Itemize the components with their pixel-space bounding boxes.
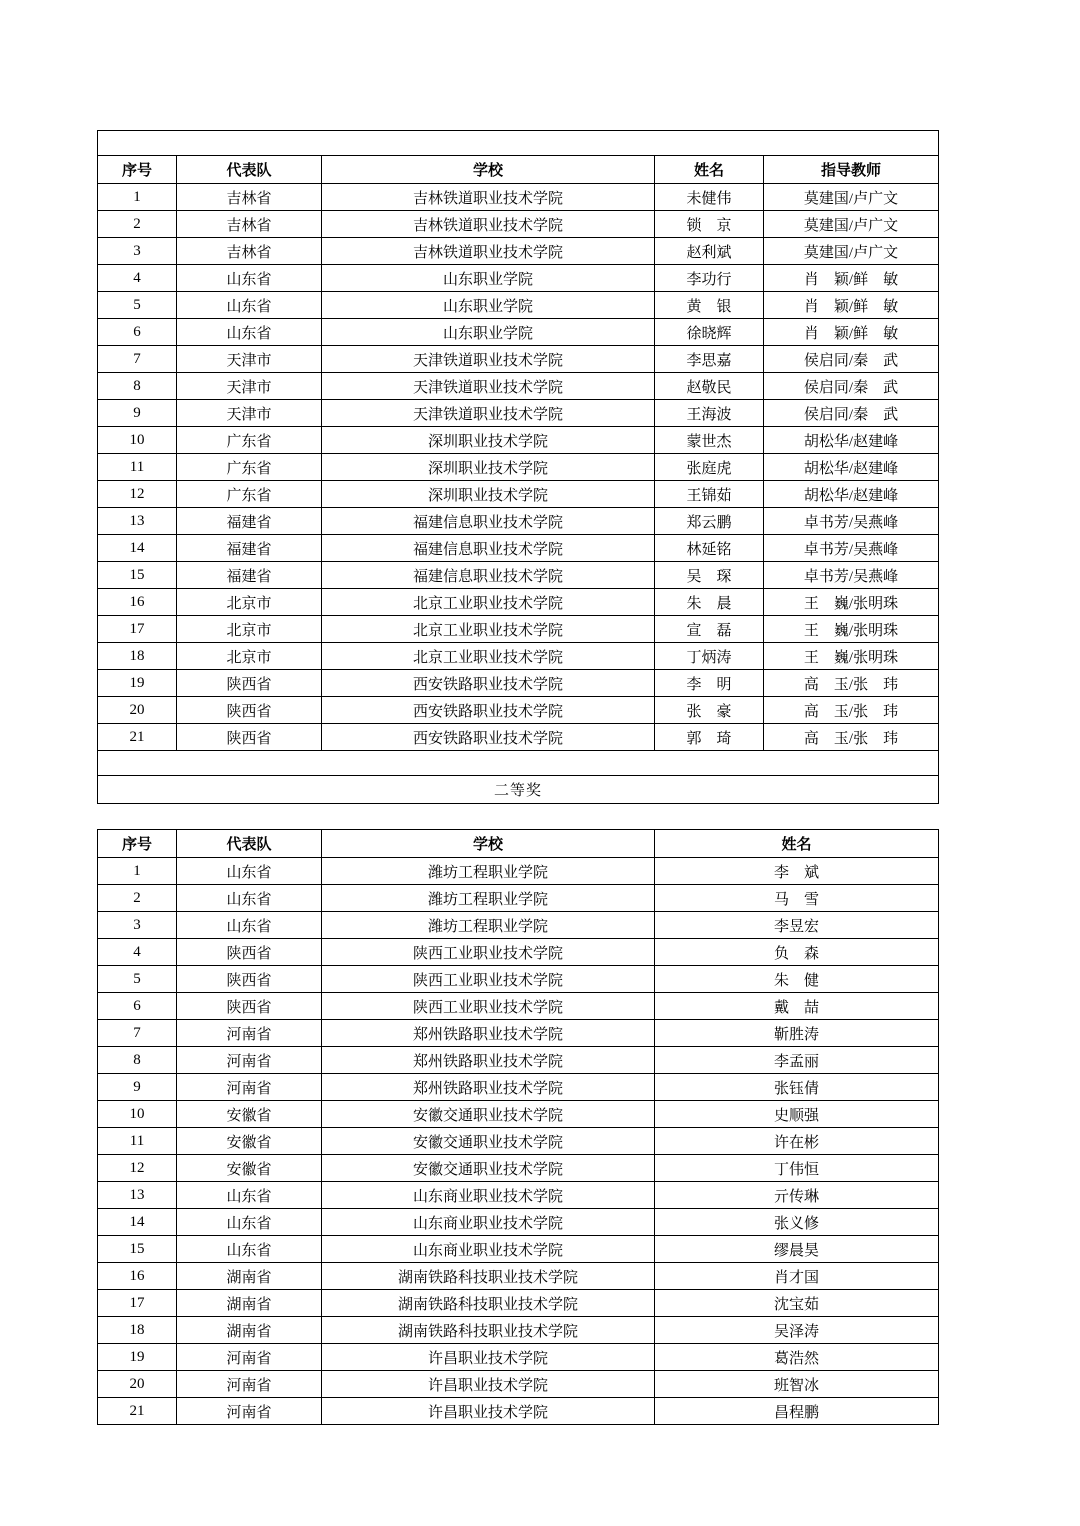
- table-cell: 史顺强: [655, 1101, 939, 1128]
- table-cell: 胡松华/赵建峰: [764, 427, 939, 454]
- table-cell: 山东商业职业技术学院: [322, 1182, 655, 1209]
- table-cell: 5: [98, 966, 177, 993]
- table-cell: 李昱宏: [655, 912, 939, 939]
- table-cell: 莫建国/卢广文: [764, 211, 939, 238]
- table-cell: 17: [98, 616, 177, 643]
- table-cell: 17: [98, 1290, 177, 1317]
- table-cell: 15: [98, 1236, 177, 1263]
- table-cell: 北京市: [177, 643, 322, 670]
- table-row: [98, 238, 939, 265]
- table-cell: 20: [98, 1371, 177, 1398]
- table-cell: 宣 磊: [655, 616, 764, 643]
- table-cell: 许在彬: [655, 1128, 939, 1155]
- table-cell: 蒙世杰: [655, 427, 764, 454]
- table-cell: 郭 琦: [655, 724, 764, 751]
- table-cell: 15: [98, 562, 177, 589]
- table-cell: 1: [98, 184, 177, 211]
- table-row: [98, 1182, 939, 1209]
- table-row: [98, 966, 939, 993]
- table-cell: 北京市: [177, 616, 322, 643]
- table-cell: 胡松华/赵建峰: [764, 454, 939, 481]
- table-cell: 郑云鹏: [655, 508, 764, 535]
- table-cell: 5: [98, 292, 177, 319]
- table-row: [98, 1020, 939, 1047]
- table-cell: 12: [98, 1155, 177, 1182]
- table-cell: 深圳职业技术学院: [322, 454, 655, 481]
- table-cell: 广东省: [177, 427, 322, 454]
- table-cell: 21: [98, 1398, 177, 1425]
- table-cell: 吴泽涛: [655, 1317, 939, 1344]
- table-cell: 张 豪: [655, 697, 764, 724]
- table-cell: 陕西工业职业技术学院: [322, 993, 655, 1020]
- table-cell: 安徽省: [177, 1155, 322, 1182]
- table-cell: 河南省: [177, 1371, 322, 1398]
- table-cell: 10: [98, 427, 177, 454]
- table-cell: 侯启同/秦 武: [764, 373, 939, 400]
- table-cell: 河南省: [177, 1398, 322, 1425]
- table-cell: 北京市: [177, 589, 322, 616]
- header-school: 学校: [322, 156, 655, 184]
- table-row: [98, 643, 939, 670]
- table-cell: 卓书芳/吴燕峰: [764, 508, 939, 535]
- table-row: [98, 1371, 939, 1398]
- table-cell: 黄 银: [655, 292, 764, 319]
- table-cell: 潍坊工程职业学院: [322, 858, 655, 885]
- table-cell: 福建省: [177, 535, 322, 562]
- table-cell: 2: [98, 885, 177, 912]
- table-row: [98, 1398, 939, 1425]
- table-cell: 张庭虎: [655, 454, 764, 481]
- table-cell: 赵敬民: [655, 373, 764, 400]
- table-cell: 山东省: [177, 1182, 322, 1209]
- table-cell: 3: [98, 912, 177, 939]
- header-school: 学校: [322, 830, 655, 858]
- table-cell: 陕西省: [177, 697, 322, 724]
- table-row: [98, 427, 939, 454]
- table-cell: 7: [98, 346, 177, 373]
- table-cell: 陕西省: [177, 966, 322, 993]
- table-cell: 王海波: [655, 400, 764, 427]
- table-cell: 河南省: [177, 1047, 322, 1074]
- table-cell: 湖南省: [177, 1263, 322, 1290]
- table-cell: 昌程鹏: [655, 1398, 939, 1425]
- table-cell: 山东省: [177, 319, 322, 346]
- table-cell: 张义修: [655, 1209, 939, 1236]
- table-cell: 西安铁路职业技术学院: [322, 697, 655, 724]
- header-name: 姓名: [655, 830, 939, 858]
- table-cell: 陕西工业职业技术学院: [322, 939, 655, 966]
- table-cell: 陕西省: [177, 993, 322, 1020]
- table-cell: 福建省: [177, 508, 322, 535]
- table-cell: 安徽省: [177, 1128, 322, 1155]
- table-cell: 亓传琳: [655, 1182, 939, 1209]
- table-row: [98, 697, 939, 724]
- table-cell: 潍坊工程职业学院: [322, 912, 655, 939]
- table-cell: 21: [98, 724, 177, 751]
- table-cell: 马 雪: [655, 885, 939, 912]
- table-row: [98, 319, 939, 346]
- table-cell: 天津市: [177, 400, 322, 427]
- table-row: [98, 265, 939, 292]
- table-cell: 安徽交通职业技术学院: [322, 1155, 655, 1182]
- table-row: [98, 535, 939, 562]
- table-cell: 王 巍/张明珠: [764, 589, 939, 616]
- table-cell: 西安铁路职业技术学院: [322, 724, 655, 751]
- table-cell: 湖南铁路科技职业技术学院: [322, 1317, 655, 1344]
- table-cell: 陕西工业职业技术学院: [322, 966, 655, 993]
- table-cell: 北京工业职业技术学院: [322, 643, 655, 670]
- table-cell: 8: [98, 1047, 177, 1074]
- table-cell: 山东省: [177, 912, 322, 939]
- table-cell: 天津铁道职业技术学院: [322, 400, 655, 427]
- first-prize-table-body: [98, 184, 939, 751]
- table-cell: 4: [98, 939, 177, 966]
- section-title: 二等奖: [98, 776, 939, 804]
- table-cell: 吉林铁道职业技术学院: [322, 184, 655, 211]
- table-cell: 11: [98, 454, 177, 481]
- table-cell: 李思嘉: [655, 346, 764, 373]
- table-cell: 卓书芳/吴燕峰: [764, 535, 939, 562]
- second-prize-table: [97, 829, 939, 1425]
- table-cell: 肖 颖/鲜 敏: [764, 265, 939, 292]
- table-cell: 高 玉/张 玮: [764, 670, 939, 697]
- table-cell: 广东省: [177, 481, 322, 508]
- table-row: [98, 589, 939, 616]
- table-cell: 天津铁道职业技术学院: [322, 346, 655, 373]
- table-cell: 福建信息职业技术学院: [322, 562, 655, 589]
- table-cell: 安徽交通职业技术学院: [322, 1128, 655, 1155]
- section-title-row: [98, 776, 939, 804]
- table-cell: 吉林铁道职业技术学院: [322, 238, 655, 265]
- table-cell: 北京工业职业技术学院: [322, 616, 655, 643]
- table-cell: 沈宝茹: [655, 1290, 939, 1317]
- header-name: 姓名: [655, 156, 764, 184]
- table-row: [98, 454, 939, 481]
- table-row: [98, 1263, 939, 1290]
- table-row: [98, 373, 939, 400]
- table-cell: 20: [98, 697, 177, 724]
- table-cell: 天津市: [177, 373, 322, 400]
- table-cell: 李功行: [655, 265, 764, 292]
- table-cell: 10: [98, 1101, 177, 1128]
- table-cell: 深圳职业技术学院: [322, 481, 655, 508]
- table-cell: 山东商业职业技术学院: [322, 1236, 655, 1263]
- table-cell: 吉林省: [177, 184, 322, 211]
- table-cell: 16: [98, 1263, 177, 1290]
- table-cell: 北京工业职业技术学院: [322, 589, 655, 616]
- table-cell: 山东职业学院: [322, 265, 655, 292]
- table-cell: 高 玉/张 玮: [764, 724, 939, 751]
- table-row: [98, 508, 939, 535]
- table-cell: 胡松华/赵建峰: [764, 481, 939, 508]
- table-cell: 郑州铁路职业技术学院: [322, 1074, 655, 1101]
- table-cell: 山东职业学院: [322, 319, 655, 346]
- table-cell: 山东省: [177, 292, 322, 319]
- table-cell: 未健伟: [655, 184, 764, 211]
- empty-cell: [98, 751, 939, 776]
- table-cell: 14: [98, 1209, 177, 1236]
- table-cell: 郑州铁路职业技术学院: [322, 1020, 655, 1047]
- header-advisor: 指导教师: [764, 156, 939, 184]
- table-cell: 许昌职业技术学院: [322, 1398, 655, 1425]
- table-header-row: [98, 830, 939, 858]
- table-cell: 王锦茹: [655, 481, 764, 508]
- table-cell: 深圳职业技术学院: [322, 427, 655, 454]
- table-row: [98, 481, 939, 508]
- table-row: [98, 912, 939, 939]
- table-cell: 缪晨昊: [655, 1236, 939, 1263]
- table-cell: 吴 琛: [655, 562, 764, 589]
- table-row: [98, 1344, 939, 1371]
- table-cell: 8: [98, 373, 177, 400]
- table-cell: 9: [98, 400, 177, 427]
- table-cell: 18: [98, 643, 177, 670]
- table-cell: 侯启同/秦 武: [764, 346, 939, 373]
- table-cell: 朱 健: [655, 966, 939, 993]
- table-cell: 11: [98, 1128, 177, 1155]
- table-row: [98, 885, 939, 912]
- table-cell: 靳胜涛: [655, 1020, 939, 1047]
- header-serial: 序号: [98, 830, 177, 858]
- table-cell: 湖南省: [177, 1317, 322, 1344]
- table-cell: 天津市: [177, 346, 322, 373]
- table-cell: 湖南铁路科技职业技术学院: [322, 1290, 655, 1317]
- empty-row: [98, 131, 939, 156]
- table-cell: 7: [98, 1020, 177, 1047]
- table-cell: 丁伟恒: [655, 1155, 939, 1182]
- table-row: [98, 993, 939, 1020]
- table-row: [98, 1290, 939, 1317]
- table-cell: 班智冰: [655, 1371, 939, 1398]
- table-cell: 葛浩然: [655, 1344, 939, 1371]
- table-cell: 郑州铁路职业技术学院: [322, 1047, 655, 1074]
- table-row: [98, 292, 939, 319]
- table-cell: 福建省: [177, 562, 322, 589]
- first-prize-table: [97, 130, 939, 804]
- table-cell: 肖 颖/鲜 敏: [764, 319, 939, 346]
- table-row: [98, 1209, 939, 1236]
- table-cell: 安徽省: [177, 1101, 322, 1128]
- table-cell: 19: [98, 1344, 177, 1371]
- table-cell: 莫建国/卢广文: [764, 184, 939, 211]
- table-cell: 广东省: [177, 454, 322, 481]
- table-cell: 李 明: [655, 670, 764, 697]
- table-row: [98, 1155, 939, 1182]
- awards-sheet: [97, 130, 938, 1425]
- table-cell: 卓书芳/吴燕峰: [764, 562, 939, 589]
- table-cell: 西安铁路职业技术学院: [322, 670, 655, 697]
- table-cell: 福建信息职业技术学院: [322, 535, 655, 562]
- table-row: [98, 858, 939, 885]
- table-row: [98, 1047, 939, 1074]
- table-cell: 锁 京: [655, 211, 764, 238]
- table-row: [98, 1074, 939, 1101]
- table-cell: 负 森: [655, 939, 939, 966]
- table-row: [98, 400, 939, 427]
- table-cell: 福建信息职业技术学院: [322, 508, 655, 535]
- empty-cell: [98, 131, 939, 156]
- empty-row: [98, 751, 939, 776]
- table-cell: 6: [98, 993, 177, 1020]
- table-cell: 山东省: [177, 885, 322, 912]
- table-cell: 陕西省: [177, 724, 322, 751]
- table-cell: 天津铁道职业技术学院: [322, 373, 655, 400]
- table-cell: 16: [98, 589, 177, 616]
- table-cell: 丁炳涛: [655, 643, 764, 670]
- table-row: [98, 1128, 939, 1155]
- table-row: [98, 184, 939, 211]
- table-cell: 6: [98, 319, 177, 346]
- table-cell: 12: [98, 481, 177, 508]
- table-cell: 许昌职业技术学院: [322, 1344, 655, 1371]
- table-cell: 王 巍/张明珠: [764, 643, 939, 670]
- table-cell: 13: [98, 1182, 177, 1209]
- table-cell: 山东商业职业技术学院: [322, 1209, 655, 1236]
- table-cell: 李孟丽: [655, 1047, 939, 1074]
- table-row: [98, 939, 939, 966]
- table-row: [98, 670, 939, 697]
- table-cell: 山东省: [177, 1236, 322, 1263]
- header-serial: 序号: [98, 156, 177, 184]
- table-cell: 河南省: [177, 1074, 322, 1101]
- table-cell: 赵利斌: [655, 238, 764, 265]
- table-cell: 陕西省: [177, 670, 322, 697]
- table-row: [98, 211, 939, 238]
- header-team: 代表队: [177, 830, 322, 858]
- table-cell: 山东职业学院: [322, 292, 655, 319]
- table-cell: 许昌职业技术学院: [322, 1371, 655, 1398]
- table-cell: 3: [98, 238, 177, 265]
- header-team: 代表队: [177, 156, 322, 184]
- table-cell: 14: [98, 535, 177, 562]
- table-cell: 侯启同/秦 武: [764, 400, 939, 427]
- table-row: [98, 616, 939, 643]
- table-cell: 19: [98, 670, 177, 697]
- table-cell: 陕西省: [177, 939, 322, 966]
- table-cell: 林延铭: [655, 535, 764, 562]
- table-cell: 1: [98, 858, 177, 885]
- table-cell: 王 巍/张明珠: [764, 616, 939, 643]
- table-cell: 潍坊工程职业学院: [322, 885, 655, 912]
- table-cell: 湖南铁路科技职业技术学院: [322, 1263, 655, 1290]
- table-cell: 莫建国/卢广文: [764, 238, 939, 265]
- table-cell: 安徽交通职业技术学院: [322, 1101, 655, 1128]
- table-cell: 吉林铁道职业技术学院: [322, 211, 655, 238]
- table-cell: 4: [98, 265, 177, 292]
- table-row: [98, 1236, 939, 1263]
- table-header-row: [98, 156, 939, 184]
- table-cell: 18: [98, 1317, 177, 1344]
- table-cell: 高 玉/张 玮: [764, 697, 939, 724]
- table-cell: 朱 晨: [655, 589, 764, 616]
- table-cell: 9: [98, 1074, 177, 1101]
- table-cell: 13: [98, 508, 177, 535]
- table-cell: 肖才国: [655, 1263, 939, 1290]
- table-row: [98, 1101, 939, 1128]
- table-cell: 肖 颖/鲜 敏: [764, 292, 939, 319]
- table-cell: 李 斌: [655, 858, 939, 885]
- table-cell: 2: [98, 211, 177, 238]
- table-cell: 山东省: [177, 858, 322, 885]
- table-row: [98, 724, 939, 751]
- table-cell: 张钰倩: [655, 1074, 939, 1101]
- table-cell: 徐晓辉: [655, 319, 764, 346]
- table-cell: 吉林省: [177, 211, 322, 238]
- table-cell: 山东省: [177, 265, 322, 292]
- table-cell: 河南省: [177, 1344, 322, 1371]
- second-prize-table-body: [98, 858, 939, 1425]
- table-cell: 山东省: [177, 1209, 322, 1236]
- table-row: [98, 346, 939, 373]
- table-cell: 戴 喆: [655, 993, 939, 1020]
- table-row: [98, 562, 939, 589]
- table-row: [98, 1317, 939, 1344]
- table-cell: 吉林省: [177, 238, 322, 265]
- table-cell: 河南省: [177, 1020, 322, 1047]
- table-cell: 湖南省: [177, 1290, 322, 1317]
